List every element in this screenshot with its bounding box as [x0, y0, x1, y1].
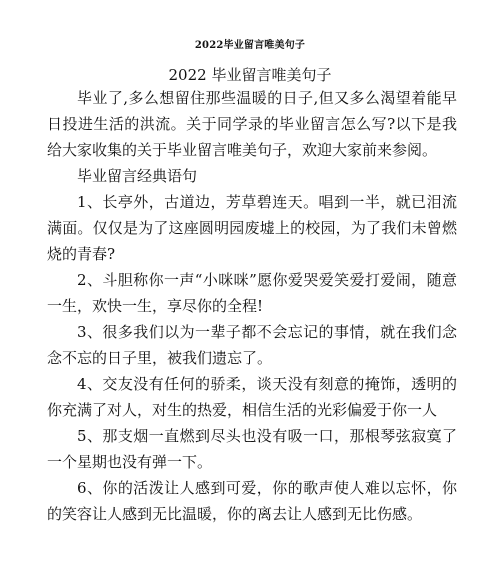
paragraph-item-5: 5、那支烟一直燃到尽头也没有吸一口，那根琴弦寂寞了一个星期也没有弹一下。 — [47, 427, 457, 471]
paragraph-item-4: 4、交友没有任何的骄柔，谈天没有刻意的掩饰，透明的你充满了对人，对生的热爱，相信生活的光彩偏爱于你一人 — [47, 375, 457, 419]
header-title: 2022毕业留言唯美句子 — [194, 40, 306, 51]
paragraph-item-6: 6、你的活泼让人感到可爱，你的歌声使人难以忘怀，你的笑容让人感到无比温暖，你的离去让人感到无比伤感。 — [47, 479, 457, 523]
paragraph-item-2: 2、斗胆称你一声“小咪咪”愿你爱哭爱笑爱打爱闹，随意一生，欢快一生，享尽你的全程! — [47, 271, 457, 315]
paragraph-intro: 毕业了,多么想留住那些温暖的日子,但又多么渴望着能早日投进生活的洪流。关于同学录的毕业留言怎么写?以下是我给大家收集的关于毕业留言唯美句子，欢迎大家前来参阅。 — [47, 89, 457, 159]
document-title: 2022 毕业留言唯美句子 — [168, 66, 332, 84]
paragraph-item-1: 1、长亭外，古道边，芳草碧连天。唱到一半，就已泪流满面。仅仅是为了这座圆明园废墟上的校园，为了我们未曾燃烧的青春? — [47, 193, 457, 263]
section-heading: 毕业留言经典语句 — [77, 167, 198, 185]
document-body — [47, 85, 457, 527]
paragraph-item-3: 3、很多我们以为一辈子都不会忘记的事情，就在我们念念不忘的日子里，被我们遗忘了。 — [47, 323, 457, 367]
